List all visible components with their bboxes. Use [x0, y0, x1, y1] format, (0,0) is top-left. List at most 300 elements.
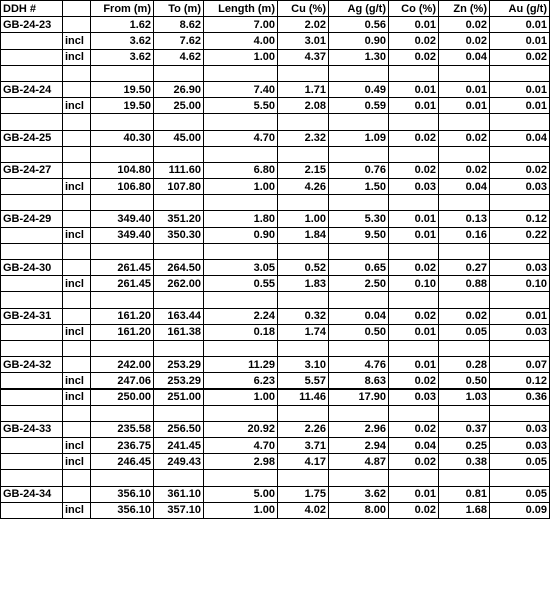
to-cell: 350.30 — [154, 227, 204, 243]
hole-cell: GB-24-34 — [1, 486, 63, 502]
to-cell: 351.20 — [154, 211, 204, 227]
ag-cell: 3.62 — [329, 486, 389, 502]
empty-cell — [278, 114, 329, 130]
to-cell: 256.50 — [154, 421, 204, 437]
empty-cell — [439, 65, 490, 81]
cu-cell: 4.26 — [278, 179, 329, 195]
empty-cell — [439, 114, 490, 130]
empty-cell — [439, 405, 490, 421]
hole-cell — [1, 373, 63, 389]
au-cell: 0.22 — [490, 227, 550, 243]
table-row — [1, 502, 550, 518]
hole-cell — [1, 227, 63, 243]
co-cell: 0.01 — [389, 486, 439, 502]
empty-cell — [63, 146, 91, 162]
co-cell: 0.02 — [389, 260, 439, 276]
au-cell: 0.36 — [490, 389, 550, 405]
empty-cell — [63, 243, 91, 259]
zn-cell: 0.81 — [439, 486, 490, 502]
length-cell: 1.00 — [204, 389, 278, 405]
incl-cell — [63, 162, 91, 178]
incl-cell: incl — [63, 49, 91, 65]
au-cell: 0.09 — [490, 502, 550, 518]
to-cell: 357.10 — [154, 502, 204, 518]
empty-cell — [63, 405, 91, 421]
ag-cell: 2.50 — [329, 276, 389, 292]
spacer-row — [1, 195, 550, 211]
header-au: Au (g/t) — [490, 1, 550, 17]
co-cell: 0.02 — [389, 308, 439, 324]
empty-cell — [490, 292, 550, 308]
length-cell: 11.29 — [204, 357, 278, 373]
incl-cell — [63, 357, 91, 373]
empty-cell — [91, 243, 154, 259]
length-cell: 6.80 — [204, 162, 278, 178]
co-cell: 0.02 — [389, 373, 439, 389]
ag-cell: 4.76 — [329, 357, 389, 373]
hole-cell: GB-24-29 — [1, 211, 63, 227]
from-cell: 161.20 — [91, 308, 154, 324]
au-cell: 0.01 — [490, 33, 550, 49]
empty-cell — [1, 243, 63, 259]
co-cell: 0.02 — [389, 49, 439, 65]
cu-cell: 1.74 — [278, 324, 329, 340]
spacer-row — [1, 65, 550, 81]
co-cell: 0.04 — [389, 438, 439, 454]
incl-cell — [63, 308, 91, 324]
hole-cell: GB-24-30 — [1, 260, 63, 276]
cu-cell: 1.00 — [278, 211, 329, 227]
length-cell: 5.50 — [204, 98, 278, 114]
hole-cell: GB-24-25 — [1, 130, 63, 146]
incl-cell: incl — [63, 324, 91, 340]
zn-cell: 0.16 — [439, 227, 490, 243]
empty-cell — [329, 114, 389, 130]
hole-cell — [1, 98, 63, 114]
empty-cell — [389, 146, 439, 162]
au-cell: 0.01 — [490, 17, 550, 33]
cu-cell: 1.84 — [278, 227, 329, 243]
empty-cell — [278, 292, 329, 308]
empty-cell — [490, 114, 550, 130]
ag-cell: 1.09 — [329, 130, 389, 146]
co-cell: 0.01 — [389, 357, 439, 373]
zn-cell: 0.37 — [439, 421, 490, 437]
zn-cell: 0.28 — [439, 357, 490, 373]
incl-cell — [63, 130, 91, 146]
empty-cell — [204, 470, 278, 486]
empty-cell — [329, 470, 389, 486]
empty-cell — [63, 292, 91, 308]
empty-cell — [1, 65, 63, 81]
incl-cell — [63, 421, 91, 437]
ag-cell: 2.94 — [329, 438, 389, 454]
co-cell: 0.01 — [389, 81, 439, 97]
to-cell: 249.43 — [154, 454, 204, 470]
length-cell: 7.00 — [204, 17, 278, 33]
header-ddh: DDH # — [1, 1, 63, 17]
length-cell: 5.00 — [204, 486, 278, 502]
header-cu: Cu (%) — [278, 1, 329, 17]
hole-cell — [1, 49, 63, 65]
cu-cell: 2.15 — [278, 162, 329, 178]
au-cell: 0.01 — [490, 81, 550, 97]
incl-cell: incl — [63, 502, 91, 518]
cu-cell: 2.08 — [278, 98, 329, 114]
cu-cell: 2.32 — [278, 130, 329, 146]
au-cell: 0.01 — [490, 308, 550, 324]
au-cell: 0.03 — [490, 421, 550, 437]
cu-cell: 0.32 — [278, 308, 329, 324]
table-row — [1, 179, 550, 195]
header-row — [1, 1, 550, 17]
zn-cell: 1.03 — [439, 389, 490, 405]
table-row — [1, 227, 550, 243]
length-cell: 6.23 — [204, 373, 278, 389]
ag-cell: 0.50 — [329, 324, 389, 340]
zn-cell: 0.01 — [439, 81, 490, 97]
empty-cell — [154, 114, 204, 130]
from-cell: 3.62 — [91, 33, 154, 49]
zn-cell: 0.02 — [439, 130, 490, 146]
zn-cell: 0.38 — [439, 454, 490, 470]
empty-cell — [490, 340, 550, 356]
ag-cell: 0.76 — [329, 162, 389, 178]
incl-cell — [63, 486, 91, 502]
empty-cell — [439, 243, 490, 259]
from-cell: 19.50 — [91, 81, 154, 97]
to-cell: 163.44 — [154, 308, 204, 324]
empty-cell — [329, 292, 389, 308]
empty-cell — [91, 292, 154, 308]
table-row — [1, 324, 550, 340]
incl-cell: incl — [63, 179, 91, 195]
co-cell: 0.02 — [389, 454, 439, 470]
cu-cell: 3.10 — [278, 357, 329, 373]
to-cell: 264.50 — [154, 260, 204, 276]
empty-cell — [154, 340, 204, 356]
incl-cell — [63, 211, 91, 227]
spacer-row — [1, 405, 550, 421]
cu-cell: 11.46 — [278, 389, 329, 405]
table-row — [1, 49, 550, 65]
from-cell: 349.40 — [91, 227, 154, 243]
incl-cell — [63, 81, 91, 97]
empty-cell — [329, 146, 389, 162]
from-cell: 1.62 — [91, 17, 154, 33]
to-cell: 7.62 — [154, 33, 204, 49]
empty-cell — [1, 195, 63, 211]
length-cell: 0.90 — [204, 227, 278, 243]
incl-cell: incl — [63, 454, 91, 470]
empty-cell — [278, 405, 329, 421]
header-to: To (m) — [154, 1, 204, 17]
ag-cell: 0.90 — [329, 33, 389, 49]
empty-cell — [204, 65, 278, 81]
length-cell: 4.70 — [204, 438, 278, 454]
ag-cell: 0.59 — [329, 98, 389, 114]
header-co: Co (%) — [389, 1, 439, 17]
cu-cell: 2.26 — [278, 421, 329, 437]
co-cell: 0.01 — [389, 211, 439, 227]
cu-cell: 5.57 — [278, 373, 329, 389]
hole-cell — [1, 389, 63, 405]
table-row — [1, 421, 550, 437]
spacer-row — [1, 340, 550, 356]
empty-cell — [389, 114, 439, 130]
co-cell: 0.02 — [389, 130, 439, 146]
table-row — [1, 276, 550, 292]
empty-cell — [91, 405, 154, 421]
co-cell: 0.01 — [389, 324, 439, 340]
table-row — [1, 438, 550, 454]
to-cell: 251.00 — [154, 389, 204, 405]
header-blank — [63, 1, 91, 17]
cu-cell: 1.75 — [278, 486, 329, 502]
table-row — [1, 308, 550, 324]
au-cell: 0.04 — [490, 130, 550, 146]
ag-cell: 1.50 — [329, 179, 389, 195]
co-cell: 0.03 — [389, 179, 439, 195]
empty-cell — [63, 65, 91, 81]
ag-cell: 17.90 — [329, 389, 389, 405]
empty-cell — [1, 292, 63, 308]
to-cell: 111.60 — [154, 162, 204, 178]
hole-cell: GB-24-33 — [1, 421, 63, 437]
ag-cell: 0.04 — [329, 308, 389, 324]
empty-cell — [389, 195, 439, 211]
zn-cell: 0.02 — [439, 308, 490, 324]
header-ag: Ag (g/t) — [329, 1, 389, 17]
from-cell: 19.50 — [91, 98, 154, 114]
from-cell: 236.75 — [91, 438, 154, 454]
to-cell: 107.80 — [154, 179, 204, 195]
au-cell: 0.05 — [490, 486, 550, 502]
from-cell: 246.45 — [91, 454, 154, 470]
ag-cell: 2.96 — [329, 421, 389, 437]
to-cell: 241.45 — [154, 438, 204, 454]
to-cell: 25.00 — [154, 98, 204, 114]
cu-cell: 2.02 — [278, 17, 329, 33]
ag-cell: 8.00 — [329, 502, 389, 518]
empty-cell — [91, 340, 154, 356]
empty-cell — [1, 340, 63, 356]
au-cell: 0.12 — [490, 373, 550, 389]
au-cell: 0.10 — [490, 276, 550, 292]
table-row — [1, 211, 550, 227]
table-row — [1, 162, 550, 178]
table-row — [1, 130, 550, 146]
length-cell: 1.00 — [204, 502, 278, 518]
header-from: From (m) — [91, 1, 154, 17]
from-cell: 349.40 — [91, 211, 154, 227]
cu-cell: 4.17 — [278, 454, 329, 470]
empty-cell — [1, 114, 63, 130]
zn-cell: 0.04 — [439, 49, 490, 65]
hole-cell: GB-24-32 — [1, 357, 63, 373]
length-cell: 1.00 — [204, 49, 278, 65]
hole-cell — [1, 276, 63, 292]
empty-cell — [490, 243, 550, 259]
to-cell: 45.00 — [154, 130, 204, 146]
table-row — [1, 389, 550, 405]
au-cell: 0.07 — [490, 357, 550, 373]
table-row — [1, 98, 550, 114]
empty-cell — [154, 195, 204, 211]
empty-cell — [91, 146, 154, 162]
length-cell: 4.00 — [204, 33, 278, 49]
from-cell: 356.10 — [91, 502, 154, 518]
cu-cell: 4.02 — [278, 502, 329, 518]
table-row — [1, 260, 550, 276]
co-cell: 0.02 — [389, 502, 439, 518]
empty-cell — [439, 292, 490, 308]
to-cell: 26.90 — [154, 81, 204, 97]
ag-cell: 5.30 — [329, 211, 389, 227]
incl-cell: incl — [63, 276, 91, 292]
empty-cell — [204, 292, 278, 308]
empty-cell — [439, 470, 490, 486]
empty-cell — [91, 114, 154, 130]
length-cell: 20.92 — [204, 421, 278, 437]
empty-cell — [154, 405, 204, 421]
table-row — [1, 17, 550, 33]
cu-cell: 1.83 — [278, 276, 329, 292]
empty-cell — [154, 65, 204, 81]
empty-cell — [329, 65, 389, 81]
au-cell: 0.02 — [490, 49, 550, 65]
ag-cell: 9.50 — [329, 227, 389, 243]
empty-cell — [204, 340, 278, 356]
hole-cell — [1, 438, 63, 454]
from-cell: 106.80 — [91, 179, 154, 195]
zn-cell: 0.02 — [439, 17, 490, 33]
empty-cell — [329, 195, 389, 211]
hole-cell — [1, 454, 63, 470]
hole-cell — [1, 179, 63, 195]
au-cell: 0.03 — [490, 324, 550, 340]
empty-cell — [154, 470, 204, 486]
spacer-row — [1, 292, 550, 308]
empty-cell — [278, 146, 329, 162]
spacer-row — [1, 146, 550, 162]
empty-cell — [204, 243, 278, 259]
empty-cell — [1, 470, 63, 486]
au-cell: 0.12 — [490, 211, 550, 227]
hole-cell: GB-24-27 — [1, 162, 63, 178]
empty-cell — [490, 470, 550, 486]
incl-cell: incl — [63, 227, 91, 243]
zn-cell: 0.01 — [439, 98, 490, 114]
hole-cell: GB-24-23 — [1, 17, 63, 33]
au-cell: 0.01 — [490, 98, 550, 114]
length-cell: 3.05 — [204, 260, 278, 276]
empty-cell — [278, 243, 329, 259]
from-cell: 235.58 — [91, 421, 154, 437]
table-row — [1, 357, 550, 373]
empty-cell — [490, 195, 550, 211]
from-cell: 247.06 — [91, 373, 154, 389]
empty-cell — [389, 405, 439, 421]
incl-cell: incl — [63, 389, 91, 405]
zn-cell: 1.68 — [439, 502, 490, 518]
length-cell: 0.55 — [204, 276, 278, 292]
empty-cell — [439, 195, 490, 211]
from-cell: 261.45 — [91, 276, 154, 292]
zn-cell: 0.02 — [439, 33, 490, 49]
from-cell: 161.20 — [91, 324, 154, 340]
co-cell: 0.10 — [389, 276, 439, 292]
spacer-row — [1, 470, 550, 486]
cu-cell: 3.01 — [278, 33, 329, 49]
zn-cell: 0.25 — [439, 438, 490, 454]
empty-cell — [329, 405, 389, 421]
to-cell: 253.29 — [154, 373, 204, 389]
length-cell: 0.18 — [204, 324, 278, 340]
empty-cell — [439, 340, 490, 356]
empty-cell — [91, 195, 154, 211]
zn-cell: 0.88 — [439, 276, 490, 292]
hole-cell — [1, 502, 63, 518]
empty-cell — [204, 405, 278, 421]
cu-cell: 4.37 — [278, 49, 329, 65]
table-row — [1, 33, 550, 49]
empty-cell — [490, 65, 550, 81]
spacer-row — [1, 114, 550, 130]
empty-cell — [154, 146, 204, 162]
from-cell: 250.00 — [91, 389, 154, 405]
empty-cell — [63, 114, 91, 130]
empty-cell — [490, 405, 550, 421]
from-cell: 261.45 — [91, 260, 154, 276]
table-row — [1, 373, 550, 389]
to-cell: 8.62 — [154, 17, 204, 33]
empty-cell — [63, 470, 91, 486]
cu-cell: 1.71 — [278, 81, 329, 97]
to-cell: 361.10 — [154, 486, 204, 502]
incl-cell: incl — [63, 373, 91, 389]
empty-cell — [278, 65, 329, 81]
from-cell: 104.80 — [91, 162, 154, 178]
empty-cell — [63, 340, 91, 356]
au-cell: 0.03 — [490, 179, 550, 195]
empty-cell — [204, 146, 278, 162]
au-cell: 0.03 — [490, 438, 550, 454]
empty-cell — [278, 195, 329, 211]
ag-cell: 1.30 — [329, 49, 389, 65]
incl-cell — [63, 260, 91, 276]
zn-cell: 0.13 — [439, 211, 490, 227]
au-cell: 0.03 — [490, 260, 550, 276]
header-zn: Zn (%) — [439, 1, 490, 17]
length-cell: 1.00 — [204, 179, 278, 195]
from-cell: 356.10 — [91, 486, 154, 502]
empty-cell — [278, 470, 329, 486]
length-cell: 4.70 — [204, 130, 278, 146]
empty-cell — [389, 340, 439, 356]
incl-cell: incl — [63, 33, 91, 49]
zn-cell: 0.02 — [439, 162, 490, 178]
hole-cell: GB-24-24 — [1, 81, 63, 97]
incl-cell: incl — [63, 98, 91, 114]
au-cell: 0.02 — [490, 162, 550, 178]
empty-cell — [154, 243, 204, 259]
from-cell: 3.62 — [91, 49, 154, 65]
empty-cell — [63, 195, 91, 211]
co-cell: 0.01 — [389, 17, 439, 33]
length-cell: 7.40 — [204, 81, 278, 97]
empty-cell — [204, 114, 278, 130]
